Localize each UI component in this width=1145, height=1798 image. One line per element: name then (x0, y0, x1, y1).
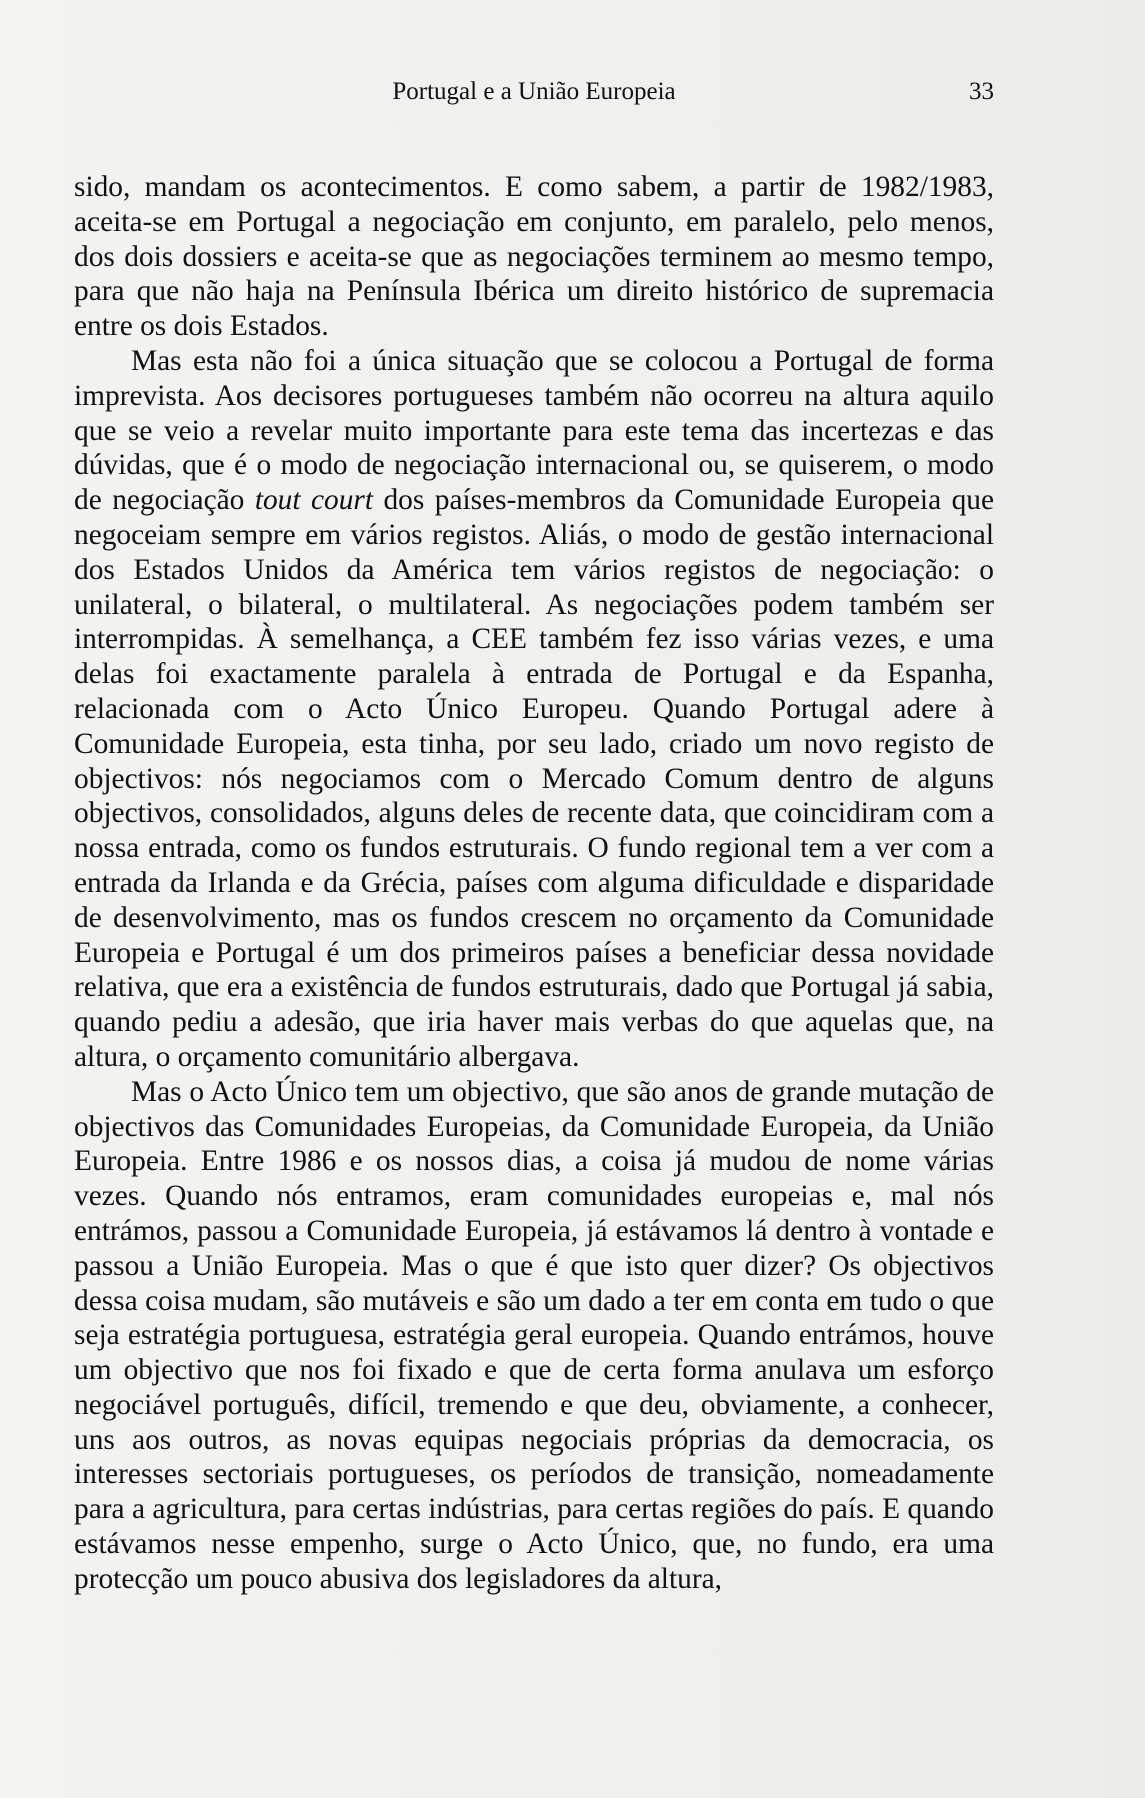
italic-phrase: tout court (254, 484, 374, 517)
paragraph-2-text-end: dos países-membros da Comunidade Europeia que negoceiam sempre em vários registos. Aliás, o modo de gestão internacional dos Estados Unidos da América tem vários registos de negociação: o unilateral, o bilateral, o multilateral. As negociações podem também ser interrompidas. À semelhança, a CEE também fez isso várias vezes, e uma delas foi exactamente paralela à entrada de Portugal e da Espanha, relacionada com o Acto Único Europeu. Quando Portugal adere à Comunidade Europeia, esta tinha, por seu lado, criado um novo registo de objectivos: nós negociamos com o Mercado Comum dentro de alguns objectivos, consolidados, alguns deles de recente data, que coincidiram com a nossa entrada, como os fundos estruturais. O fundo regional tem a ver com a entrada da Irlanda e da Grécia, países com alguma dificuldade e disparidade de desenvolvimento, mas os fundos crescem no orçamento da Comunidade Europeia e Portugal é um dos primeiros países a beneficiar dessa novidade relativa, que era a existência de fundos estruturais, dado que Portugal já sabia, quando pediu a adesão, que iria haver mais verbas do que aquelas que, na altura, o orçamento comunitário albergava. (74, 484, 994, 1073)
running-head (74, 72, 994, 112)
paragraph-3: Mas o Acto Único tem um objectivo, que são anos de grande mutação de objectivos das Comunidades Europeias, da Comunidade Europeia, da União Europeia. Entre 1986 e os nossos dias, a coisa já mudou de nome várias vezes. Quando nós entramos, eram comunidades europeias e, mal nós entrámos, passou a Comunidade Europeia, já estávamos lá dentro à vontade e passou a União Europeia. Mas o que é que isto quer dizer? Os objectivos dessa coisa mudam, são mutáveis e são um dado a ter em conta em tudo o que seja estratégia portuguesa, estratégia geral europeia. Quando entrámos, houve um objectivo que nos foi fixado e que de certa forma anulava um esforço negociável português, difícil, tremendo e que deu, obviamente, a conhecer, uns aos outros, as novas equipas negociais próprias da democracia, os interesses sectoriais portugueses, os períodos de transição, nomeadamente para a agricultura, para certas indústrias, para certas regiões do país. E quando estávamos nesse empenho, surge o Acto Único, que, no fundo, era uma protecção um pouco abusiva dos legisladores da altura, (74, 1075, 994, 1595)
body-text (74, 170, 994, 1597)
running-head-title: Portugal e a União Europeia (392, 78, 676, 105)
paragraph-2-text-start: Mas esta não foi a única situação que se colocou a Portugal de forma imprevista. Aos decisores portugueses também não ocorreu na altura aquilo que se veio a revelar muito importante para este tema das incertezas e das dúvidas, que é o modo de negociação internacional ou, se quiserem, o modo de negociação (74, 344, 994, 517)
paragraph-1: sido, mandam os acontecimentos. E como sabem, a partir de 1982/1983, aceita-se em Portugal a negociação em conjunto, em paralelo, pelo menos, dos dois dossiers e aceita-se que as negociações terminem ao mesmo tempo, para que não haja na Península Ibérica um direito histórico de supremacia entre os dois Estados. (74, 171, 994, 343)
paragraph-2 (74, 344, 994, 1075)
page-number: 33 (969, 78, 994, 105)
